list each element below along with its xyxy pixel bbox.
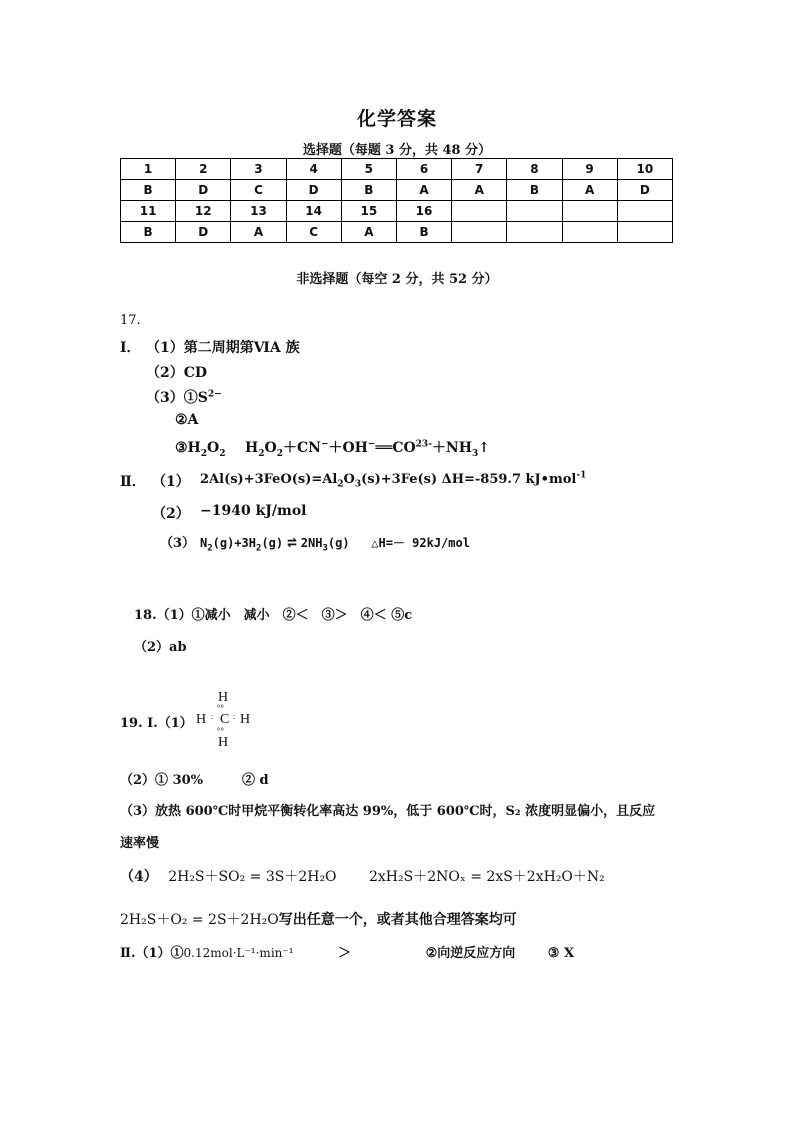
q17-number: 17.: [120, 313, 141, 328]
table-row-question-numbers: [121, 201, 673, 222]
table-cell: 3: [231, 159, 286, 180]
lewis-h-right: H: [240, 712, 251, 727]
q17-part2-num2: （2）: [152, 506, 190, 522]
table-cell: 10: [617, 159, 672, 180]
table-cell: 12: [176, 201, 231, 222]
table-cell: [617, 222, 672, 243]
table-cell: A: [562, 180, 617, 201]
q17-part1-answer3c: $③H_2O_2$ $H_2O_2+CN^-+OH^-══CO^{23-}+NH_3↑$: [175, 439, 490, 459]
q17-part1-label: Ⅰ．: [120, 340, 141, 356]
table-cell: D: [176, 222, 231, 243]
lewis-dots-right: :: [233, 712, 237, 721]
lewis-h-bottom: H: [218, 735, 229, 750]
table-cell: C: [231, 180, 286, 201]
table-cell: D: [286, 180, 341, 201]
lewis-dots-top: ⁹⁹: [217, 703, 225, 712]
lewis-dots-left: :: [211, 712, 215, 721]
table-cell: 14: [286, 201, 341, 222]
q17-part2-num1: （1）: [152, 474, 190, 490]
table-cell: B: [341, 180, 396, 201]
mc-header: 选择题（每题 3 分，共 48 分）: [302, 143, 492, 158]
lewis-dots-bottom: ⁹⁹: [217, 726, 225, 735]
table-cell: 15: [341, 201, 396, 222]
q17-part2-num3: （3）: [160, 536, 196, 551]
lewis-h-top: H: [218, 690, 229, 705]
answer-table: [120, 158, 673, 243]
table-cell: [562, 222, 617, 243]
q17-part1-answer2: （2）CD: [146, 365, 208, 381]
q17-part1-answer3: $(3)①S^{2-}$: [146, 389, 222, 406]
table-cell: [507, 201, 562, 222]
table-cell: D: [176, 180, 231, 201]
table-cell: A: [396, 180, 451, 201]
table-cell: 2: [176, 159, 231, 180]
q19-answer4-alt: 2H₂S＋O₂ = 2S＋2H₂O写出任意一个，或者其他合理答案均可: [120, 912, 517, 928]
table-cell: A: [341, 222, 396, 243]
table-cell: [452, 222, 507, 243]
table-cell: A: [452, 180, 507, 201]
lewis-h-left: H: [196, 712, 207, 727]
table-cell: 6: [396, 159, 451, 180]
table-cell: D: [617, 180, 672, 201]
q19-answer3-line2: 速率慢: [120, 836, 160, 851]
table-cell: [562, 201, 617, 222]
table-cell: [507, 222, 562, 243]
q17-part2-answer2: −1940 kJ/mol: [200, 503, 307, 519]
table-cell: 16: [396, 201, 451, 222]
table-cell: 13: [231, 201, 286, 222]
table-cell: B: [396, 222, 451, 243]
table-cell: [452, 201, 507, 222]
table-cell: B: [121, 222, 176, 243]
table-row-question-numbers: [121, 159, 673, 180]
q19-part2: Ⅱ.（1）①0.12mol·L⁻¹·min⁻¹ ＞ ②向逆反应方向 ③ X: [120, 946, 575, 961]
table-cell: 11: [121, 201, 176, 222]
table-cell: 9: [562, 159, 617, 180]
table-cell: 4: [286, 159, 341, 180]
q17-part1-answer1: （1）第二周期第ⅥA 族: [146, 340, 300, 356]
lewis-c-center: C: [220, 712, 230, 727]
q19-answer3-line1: （3）放热 600℃时甲烷平衡转化率高达 99%，低于 600℃时，S₂ 浓度明显偏小，且反应: [120, 804, 656, 819]
table-cell: 5: [341, 159, 396, 180]
q17-part2-answer1: $2Al(s)+3FeO(s)=Al_2O_3(s)+3Fe(s)$ ΔH=-859.7 kJ•mol$^{-1}$: [200, 470, 587, 490]
table-row-answers: [121, 180, 673, 201]
q17-part1-answer3b: ②A: [175, 412, 199, 428]
table-row-answers: [121, 222, 673, 243]
q17-part2-answer3: $N_2(g)+3H_2(g)$ ⇌ $2NH_3(g)$ △H=－ 92kJ/mol: [200, 532, 470, 554]
table-cell: 1: [121, 159, 176, 180]
methane-lewis-structure: [190, 690, 260, 752]
table-cell: 7: [452, 159, 507, 180]
table-cell: B: [507, 180, 562, 201]
q18-line2: （2）ab: [134, 640, 187, 655]
table-cell: [617, 201, 672, 222]
q19-prefix: 19. Ⅰ.（1）: [120, 716, 193, 731]
table-cell: A: [231, 222, 286, 243]
page-title: 化学答案: [356, 108, 437, 130]
q17-part2-label: Ⅱ．: [120, 474, 146, 490]
table-cell: 8: [507, 159, 562, 180]
table-cell: C: [286, 222, 341, 243]
table-cell: B: [121, 180, 176, 201]
q19-answer2: （2）① 30% ② d: [120, 773, 269, 788]
q19-answer4: （4） 2H₂S＋SO₂ = 3S＋2H₂O 2xH₂S＋2NOₓ = 2xS＋2xH₂O＋N₂: [120, 869, 605, 885]
q18-line1: 18.（1）①减小 减小 ②＜ ③＞ ④＜ ⑤c: [134, 608, 413, 623]
non-mc-header: 非选择题（每空 2 分，共 52 分）: [296, 272, 498, 287]
